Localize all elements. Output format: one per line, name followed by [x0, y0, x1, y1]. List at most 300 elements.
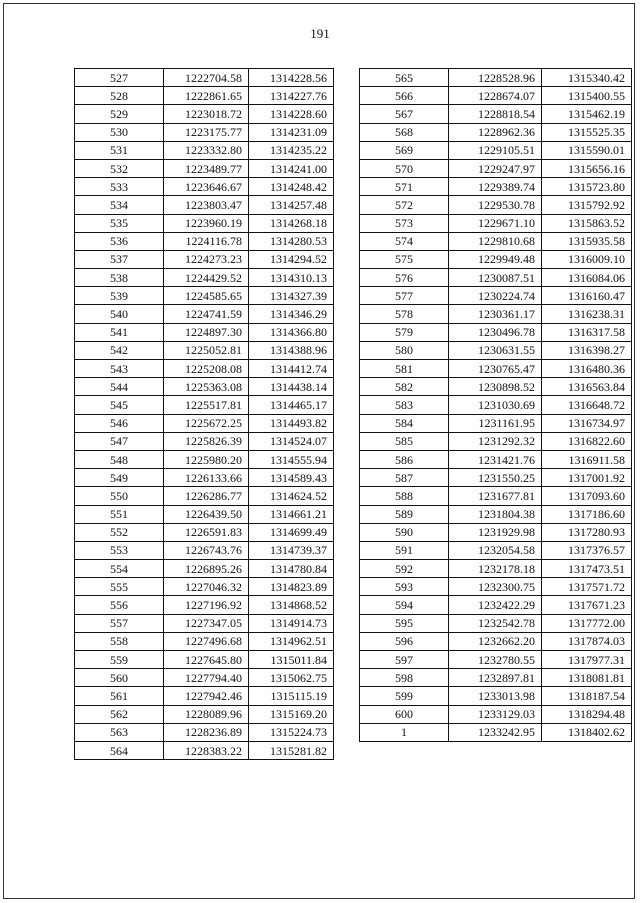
x-coordinate-cell: 1225826.39 — [164, 432, 249, 450]
y-coordinate-cell: 1314257.48 — [249, 196, 334, 214]
x-coordinate-cell: 1226286.77 — [164, 487, 249, 505]
table-row — [75, 560, 334, 578]
point-number-cell: 576 — [360, 269, 449, 287]
y-coordinate-cell: 1315062.75 — [249, 669, 334, 687]
y-coordinate-cell: 1314228.60 — [249, 105, 334, 123]
y-coordinate-cell: 1317571.72 — [542, 578, 632, 596]
point-number-cell: 600 — [360, 705, 449, 723]
x-coordinate-cell: 1230765.47 — [449, 360, 542, 378]
y-coordinate-cell: 1314235.22 — [249, 141, 334, 159]
point-number-cell: 564 — [75, 741, 164, 759]
y-coordinate-cell: 1317093.60 — [542, 487, 632, 505]
y-coordinate-cell: 1315281.82 — [249, 741, 334, 759]
x-coordinate-cell: 1231292.32 — [449, 432, 542, 450]
x-coordinate-cell: 1232542.78 — [449, 614, 542, 632]
y-coordinate-cell: 1314699.49 — [249, 523, 334, 541]
table-row — [360, 578, 632, 596]
x-coordinate-cell: 1223332.80 — [164, 141, 249, 159]
x-coordinate-cell: 1225052.81 — [164, 341, 249, 359]
x-coordinate-cell: 1232422.29 — [449, 596, 542, 614]
table-row — [360, 323, 632, 341]
point-number-cell: 597 — [360, 651, 449, 669]
point-number-cell: 537 — [75, 250, 164, 268]
x-coordinate-cell: 1229247.97 — [449, 159, 542, 177]
point-number-cell: 565 — [360, 69, 449, 87]
y-coordinate-cell: 1317772.00 — [542, 614, 632, 632]
point-number-cell: 541 — [75, 323, 164, 341]
table-row — [360, 541, 632, 559]
y-coordinate-cell: 1314914.73 — [249, 614, 334, 632]
x-coordinate-cell: 1226133.66 — [164, 469, 249, 487]
y-coordinate-cell: 1318081.81 — [542, 669, 632, 687]
y-coordinate-cell: 1315723.80 — [542, 178, 632, 196]
point-number-cell: 572 — [360, 196, 449, 214]
table-row — [75, 87, 334, 105]
point-number-cell: 587 — [360, 469, 449, 487]
x-coordinate-cell: 1227347.05 — [164, 614, 249, 632]
table-row — [360, 141, 632, 159]
point-number-cell: 544 — [75, 378, 164, 396]
table-row — [360, 69, 632, 87]
point-number-cell: 591 — [360, 541, 449, 559]
x-coordinate-cell: 1229105.51 — [449, 141, 542, 159]
x-coordinate-cell: 1226743.76 — [164, 541, 249, 559]
x-coordinate-cell: 1226895.26 — [164, 560, 249, 578]
table-row — [360, 560, 632, 578]
point-number-cell: 560 — [75, 669, 164, 687]
table-row — [360, 523, 632, 541]
table-row — [75, 287, 334, 305]
y-coordinate-cell: 1318187.54 — [542, 687, 632, 705]
table-row — [360, 250, 632, 268]
x-coordinate-cell: 1232054.58 — [449, 541, 542, 559]
table-row — [75, 741, 334, 759]
point-number-cell: 598 — [360, 669, 449, 687]
x-coordinate-cell: 1233129.03 — [449, 705, 542, 723]
table-row — [75, 505, 334, 523]
x-coordinate-cell: 1223803.47 — [164, 196, 249, 214]
x-coordinate-cell: 1231421.76 — [449, 450, 542, 468]
point-number-cell: 566 — [360, 87, 449, 105]
point-number-cell: 548 — [75, 450, 164, 468]
x-coordinate-cell: 1232662.20 — [449, 632, 542, 650]
point-number-cell: 561 — [75, 687, 164, 705]
x-coordinate-cell: 1225517.81 — [164, 396, 249, 414]
x-coordinate-cell: 1228383.22 — [164, 741, 249, 759]
point-number-cell: 574 — [360, 232, 449, 250]
table-row — [360, 723, 632, 741]
point-number-cell: 577 — [360, 287, 449, 305]
y-coordinate-cell: 1314241.00 — [249, 159, 334, 177]
y-coordinate-cell: 1314294.52 — [249, 250, 334, 268]
y-coordinate-cell: 1318294.48 — [542, 705, 632, 723]
x-coordinate-cell: 1232780.55 — [449, 651, 542, 669]
y-coordinate-cell: 1314346.29 — [249, 305, 334, 323]
y-coordinate-cell: 1314366.80 — [249, 323, 334, 341]
y-coordinate-cell: 1316648.72 — [542, 396, 632, 414]
x-coordinate-cell: 1227196.92 — [164, 596, 249, 614]
table-row — [360, 632, 632, 650]
table-row — [75, 178, 334, 196]
table-row — [75, 523, 334, 541]
point-number-cell: 533 — [75, 178, 164, 196]
table-row — [360, 469, 632, 487]
y-coordinate-cell: 1315792.92 — [542, 196, 632, 214]
point-number-cell: 578 — [360, 305, 449, 323]
right-coordinates-table — [359, 68, 632, 742]
table-row — [75, 687, 334, 705]
point-number-cell: 573 — [360, 214, 449, 232]
point-number-cell: 588 — [360, 487, 449, 505]
x-coordinate-cell: 1231161.95 — [449, 414, 542, 432]
table-row — [360, 105, 632, 123]
point-number-cell: 594 — [360, 596, 449, 614]
x-coordinate-cell: 1227794.40 — [164, 669, 249, 687]
y-coordinate-cell: 1316563.84 — [542, 378, 632, 396]
y-coordinate-cell: 1315462.19 — [542, 105, 632, 123]
table-row — [360, 450, 632, 468]
x-coordinate-cell: 1233013.98 — [449, 687, 542, 705]
y-coordinate-cell: 1314327.39 — [249, 287, 334, 305]
y-coordinate-cell: 1314388.96 — [249, 341, 334, 359]
point-number-cell: 538 — [75, 269, 164, 287]
y-coordinate-cell: 1314248.42 — [249, 178, 334, 196]
y-coordinate-cell: 1317874.03 — [542, 632, 632, 650]
x-coordinate-cell: 1227496.68 — [164, 632, 249, 650]
point-number-cell: 593 — [360, 578, 449, 596]
table-row — [360, 232, 632, 250]
table-row — [75, 305, 334, 323]
table-row — [360, 159, 632, 177]
point-number-cell: 528 — [75, 87, 164, 105]
table-row — [75, 232, 334, 250]
point-number-cell: 555 — [75, 578, 164, 596]
point-number-cell: 529 — [75, 105, 164, 123]
point-number-cell: 557 — [75, 614, 164, 632]
point-number-cell: 1 — [360, 723, 449, 741]
table-row — [75, 578, 334, 596]
x-coordinate-cell: 1223646.67 — [164, 178, 249, 196]
table-row — [75, 596, 334, 614]
point-number-cell: 563 — [75, 723, 164, 741]
point-number-cell: 579 — [360, 323, 449, 341]
y-coordinate-cell: 1315169.20 — [249, 705, 334, 723]
table-row — [360, 287, 632, 305]
x-coordinate-cell: 1223018.72 — [164, 105, 249, 123]
x-coordinate-cell: 1233242.95 — [449, 723, 542, 741]
table-row — [75, 250, 334, 268]
point-number-cell: 589 — [360, 505, 449, 523]
x-coordinate-cell: 1223175.77 — [164, 123, 249, 141]
y-coordinate-cell: 1316734.97 — [542, 414, 632, 432]
x-coordinate-cell: 1224116.78 — [164, 232, 249, 250]
y-coordinate-cell: 1314661.21 — [249, 505, 334, 523]
y-coordinate-cell: 1318402.62 — [542, 723, 632, 741]
y-coordinate-cell: 1316317.58 — [542, 323, 632, 341]
x-coordinate-cell: 1228674.07 — [449, 87, 542, 105]
point-number-cell: 584 — [360, 414, 449, 432]
x-coordinate-cell: 1228962.36 — [449, 123, 542, 141]
point-number-cell: 547 — [75, 432, 164, 450]
point-number-cell: 556 — [75, 596, 164, 614]
x-coordinate-cell: 1225672.25 — [164, 414, 249, 432]
table-row — [75, 196, 334, 214]
x-coordinate-cell: 1231550.25 — [449, 469, 542, 487]
x-coordinate-cell: 1228089.96 — [164, 705, 249, 723]
x-coordinate-cell: 1232300.75 — [449, 578, 542, 596]
table-row — [360, 614, 632, 632]
table-row — [360, 687, 632, 705]
point-number-cell: 539 — [75, 287, 164, 305]
table-row — [360, 214, 632, 232]
x-coordinate-cell: 1229671.10 — [449, 214, 542, 232]
point-number-cell: 552 — [75, 523, 164, 541]
y-coordinate-cell: 1315863.52 — [542, 214, 632, 232]
table-row — [360, 341, 632, 359]
point-number-cell: 527 — [75, 69, 164, 87]
x-coordinate-cell: 1228236.89 — [164, 723, 249, 741]
table-row — [360, 396, 632, 414]
x-coordinate-cell: 1226591.83 — [164, 523, 249, 541]
table-row — [360, 505, 632, 523]
table-row — [75, 487, 334, 505]
point-number-cell: 590 — [360, 523, 449, 541]
point-number-cell: 532 — [75, 159, 164, 177]
y-coordinate-cell: 1314268.18 — [249, 214, 334, 232]
point-number-cell: 543 — [75, 360, 164, 378]
x-coordinate-cell: 1231929.98 — [449, 523, 542, 541]
y-coordinate-cell: 1314624.52 — [249, 487, 334, 505]
y-coordinate-cell: 1314823.89 — [249, 578, 334, 596]
x-coordinate-cell: 1229389.74 — [449, 178, 542, 196]
y-coordinate-cell: 1314228.56 — [249, 69, 334, 87]
point-number-cell: 582 — [360, 378, 449, 396]
point-number-cell: 530 — [75, 123, 164, 141]
y-coordinate-cell: 1314739.37 — [249, 541, 334, 559]
y-coordinate-cell: 1314438.14 — [249, 378, 334, 396]
point-number-cell: 575 — [360, 250, 449, 268]
table-row — [75, 632, 334, 650]
y-coordinate-cell: 1314231.09 — [249, 123, 334, 141]
y-coordinate-cell: 1315656.16 — [542, 159, 632, 177]
x-coordinate-cell: 1224741.59 — [164, 305, 249, 323]
y-coordinate-cell: 1314227.76 — [249, 87, 334, 105]
x-coordinate-cell: 1224897.30 — [164, 323, 249, 341]
table-row — [75, 705, 334, 723]
x-coordinate-cell: 1229530.78 — [449, 196, 542, 214]
point-number-cell: 554 — [75, 560, 164, 578]
y-coordinate-cell: 1315590.01 — [542, 141, 632, 159]
point-number-cell: 592 — [360, 560, 449, 578]
y-coordinate-cell: 1314780.84 — [249, 560, 334, 578]
x-coordinate-cell: 1227645.80 — [164, 651, 249, 669]
point-number-cell: 586 — [360, 450, 449, 468]
y-coordinate-cell: 1315400.55 — [542, 87, 632, 105]
point-number-cell: 567 — [360, 105, 449, 123]
point-number-cell: 580 — [360, 341, 449, 359]
x-coordinate-cell: 1230631.55 — [449, 341, 542, 359]
table-row — [75, 614, 334, 632]
point-number-cell: 546 — [75, 414, 164, 432]
x-coordinate-cell: 1222704.58 — [164, 69, 249, 87]
table-row — [75, 432, 334, 450]
table-row — [75, 669, 334, 687]
y-coordinate-cell: 1317376.57 — [542, 541, 632, 559]
point-number-cell: 585 — [360, 432, 449, 450]
table-row — [75, 105, 334, 123]
x-coordinate-cell: 1228528.96 — [449, 69, 542, 87]
table-row — [360, 378, 632, 396]
table-row — [360, 123, 632, 141]
x-coordinate-cell: 1225363.08 — [164, 378, 249, 396]
y-coordinate-cell: 1314280.53 — [249, 232, 334, 250]
y-coordinate-cell: 1314962.51 — [249, 632, 334, 650]
y-coordinate-cell: 1314555.94 — [249, 450, 334, 468]
y-coordinate-cell: 1315340.42 — [542, 69, 632, 87]
y-coordinate-cell: 1315935.58 — [542, 232, 632, 250]
y-coordinate-cell: 1316238.31 — [542, 305, 632, 323]
x-coordinate-cell: 1230224.74 — [449, 287, 542, 305]
point-number-cell: 534 — [75, 196, 164, 214]
y-coordinate-cell: 1316822.60 — [542, 432, 632, 450]
table-row — [75, 323, 334, 341]
table-row — [360, 487, 632, 505]
point-number-cell: 595 — [360, 614, 449, 632]
table-row — [360, 360, 632, 378]
point-number-cell: 540 — [75, 305, 164, 323]
table-row — [360, 87, 632, 105]
point-number-cell: 545 — [75, 396, 164, 414]
y-coordinate-cell: 1317001.92 — [542, 469, 632, 487]
point-number-cell: 531 — [75, 141, 164, 159]
right-table-body — [360, 69, 632, 742]
y-coordinate-cell: 1316160.47 — [542, 287, 632, 305]
x-coordinate-cell: 1232178.18 — [449, 560, 542, 578]
page-number: 191 — [310, 26, 330, 41]
x-coordinate-cell: 1227046.32 — [164, 578, 249, 596]
y-coordinate-cell: 1317186.60 — [542, 505, 632, 523]
y-coordinate-cell: 1314589.43 — [249, 469, 334, 487]
x-coordinate-cell: 1227942.46 — [164, 687, 249, 705]
y-coordinate-cell: 1316398.27 — [542, 341, 632, 359]
point-number-cell: 599 — [360, 687, 449, 705]
left-table-body — [75, 69, 334, 760]
y-coordinate-cell: 1314465.17 — [249, 396, 334, 414]
x-coordinate-cell: 1230496.78 — [449, 323, 542, 341]
table-row — [75, 378, 334, 396]
x-coordinate-cell: 1224585.65 — [164, 287, 249, 305]
table-row — [75, 123, 334, 141]
point-number-cell: 535 — [75, 214, 164, 232]
table-row — [75, 414, 334, 432]
table-row — [360, 669, 632, 687]
table-row — [75, 269, 334, 287]
x-coordinate-cell: 1231677.81 — [449, 487, 542, 505]
point-number-cell: 549 — [75, 469, 164, 487]
x-coordinate-cell: 1223489.77 — [164, 159, 249, 177]
y-coordinate-cell: 1316911.58 — [542, 450, 632, 468]
x-coordinate-cell: 1229810.68 — [449, 232, 542, 250]
point-number-cell: 596 — [360, 632, 449, 650]
x-coordinate-cell: 1231030.69 — [449, 396, 542, 414]
y-coordinate-cell: 1314493.82 — [249, 414, 334, 432]
point-number-cell: 559 — [75, 651, 164, 669]
y-coordinate-cell: 1315224.73 — [249, 723, 334, 741]
table-row — [360, 596, 632, 614]
y-coordinate-cell: 1317977.31 — [542, 651, 632, 669]
x-coordinate-cell: 1228818.54 — [449, 105, 542, 123]
point-number-cell: 568 — [360, 123, 449, 141]
table-row — [360, 414, 632, 432]
y-coordinate-cell: 1314524.07 — [249, 432, 334, 450]
y-coordinate-cell: 1317473.51 — [542, 560, 632, 578]
table-row — [360, 305, 632, 323]
point-number-cell: 542 — [75, 341, 164, 359]
y-coordinate-cell: 1317280.93 — [542, 523, 632, 541]
point-number-cell: 550 — [75, 487, 164, 505]
table-row — [75, 69, 334, 87]
table-row — [360, 196, 632, 214]
x-coordinate-cell: 1229949.48 — [449, 250, 542, 268]
table-row — [360, 178, 632, 196]
x-coordinate-cell: 1223960.19 — [164, 214, 249, 232]
table-row — [75, 214, 334, 232]
y-coordinate-cell: 1314868.52 — [249, 596, 334, 614]
y-coordinate-cell: 1315525.35 — [542, 123, 632, 141]
table-row — [75, 141, 334, 159]
table-row — [75, 723, 334, 741]
x-coordinate-cell: 1230898.52 — [449, 378, 542, 396]
y-coordinate-cell: 1315011.84 — [249, 651, 334, 669]
table-row — [75, 341, 334, 359]
x-coordinate-cell: 1232897.81 — [449, 669, 542, 687]
point-number-cell: 581 — [360, 360, 449, 378]
left-coordinates-table — [74, 68, 334, 760]
point-number-cell: 571 — [360, 178, 449, 196]
x-coordinate-cell: 1225980.20 — [164, 450, 249, 468]
table-row — [75, 541, 334, 559]
x-coordinate-cell: 1222861.65 — [164, 87, 249, 105]
table-row — [75, 396, 334, 414]
table-row — [75, 651, 334, 669]
x-coordinate-cell: 1224429.52 — [164, 269, 249, 287]
point-number-cell: 551 — [75, 505, 164, 523]
x-coordinate-cell: 1225208.08 — [164, 360, 249, 378]
table-row — [75, 450, 334, 468]
table-row — [360, 269, 632, 287]
table-row — [360, 705, 632, 723]
point-number-cell: 553 — [75, 541, 164, 559]
y-coordinate-cell: 1314310.13 — [249, 269, 334, 287]
table-row — [75, 469, 334, 487]
point-number-cell: 562 — [75, 705, 164, 723]
x-coordinate-cell: 1230087.51 — [449, 269, 542, 287]
table-row — [360, 651, 632, 669]
point-number-cell: 558 — [75, 632, 164, 650]
y-coordinate-cell: 1316480.36 — [542, 360, 632, 378]
table-row — [360, 432, 632, 450]
table-row — [75, 159, 334, 177]
y-coordinate-cell: 1316084.06 — [542, 269, 632, 287]
point-number-cell: 536 — [75, 232, 164, 250]
point-number-cell: 570 — [360, 159, 449, 177]
x-coordinate-cell: 1230361.17 — [449, 305, 542, 323]
point-number-cell: 569 — [360, 141, 449, 159]
y-coordinate-cell: 1317671.23 — [542, 596, 632, 614]
table-row — [75, 360, 334, 378]
x-coordinate-cell: 1226439.50 — [164, 505, 249, 523]
y-coordinate-cell: 1316009.10 — [542, 250, 632, 268]
